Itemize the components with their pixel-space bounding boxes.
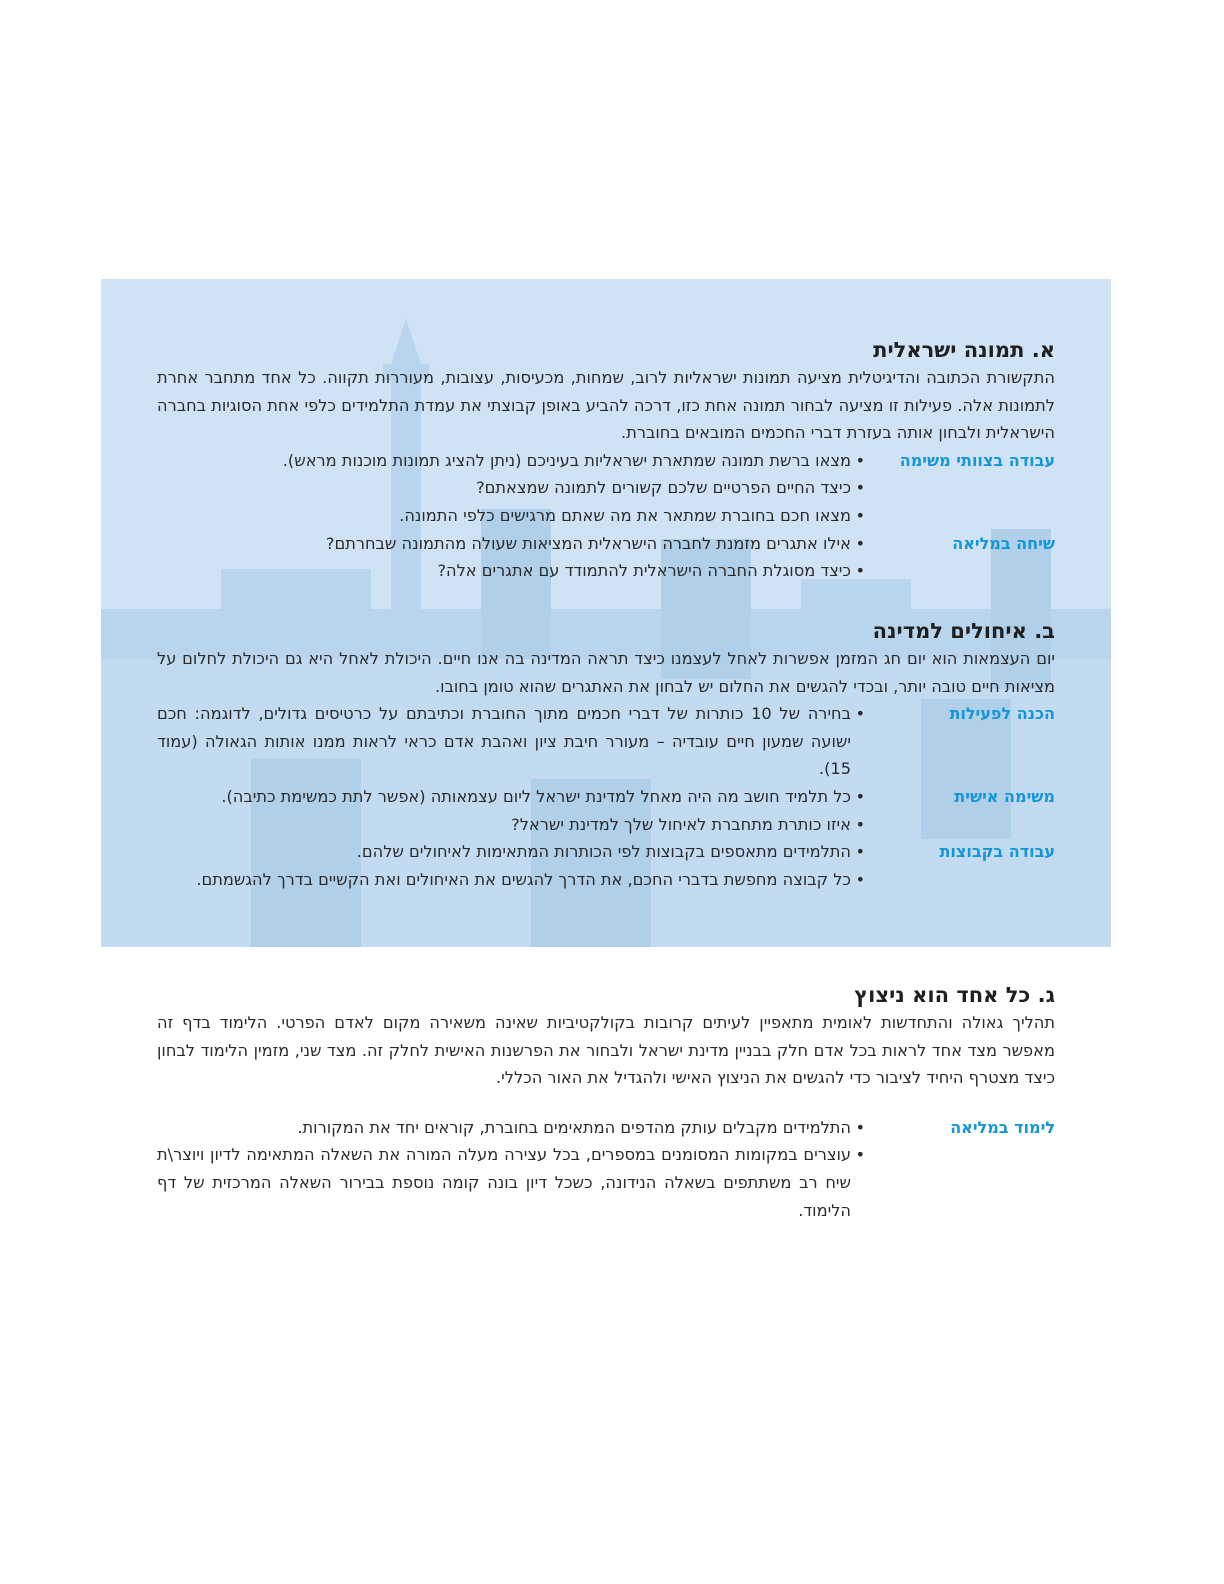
bullet-icon: • <box>855 786 865 806</box>
bullet-icon: • <box>855 561 865 581</box>
list-item: • כיצד מסוגלת החברה הישראלית להתמודד עם אתגרים אלה? <box>157 557 865 585</box>
list-item: • כל קבוצה מחפשת בדברי החכם, את הדרך להגשים את האיחולים ואת הקשיים בדרך להגשמתם. <box>157 866 865 894</box>
list-item: • עוצרים במקומות המסומנים במספרים, בכל עצירה מעלה המורה את השאלה המתאימה לדיון ויוצר\ת שיח רב משתתפים בשאלה הנידונה, כשכל דיון בונה קומה נוספת בבירור השאלה המרכזית של דף הלימוד. <box>157 1141 865 1224</box>
bullet-icon: • <box>855 533 865 553</box>
section-title: ב. איחולים למדינה <box>872 619 1055 643</box>
list-item: • איזו כותרת מתחברת לאיחול שלך למדינת ישראל? <box>157 811 865 839</box>
bullet-icon: • <box>855 704 865 724</box>
section-intro: תהליך גאולה והתחדשות לאומית מתאפיין לעיתים קרובות בקולקטיביות שאינה משאירה מקום לאדם הפרטי. הלימוד בדף זה מאפשר מצד אחד לראות בכל אדם חלק בבניין מדינת ישראל ולבחור את הפרשנות האישית לחלק זה. מצד שני, מזמין הלימוד לבחון כיצד מצטרף היחיד לציבור כדי להגשים את הניצוץ האישי ולהגדיל את האור הכללי. <box>157 1013 1055 1088</box>
activity-label: משימה אישית <box>954 786 1055 806</box>
list-item: • התלמידים מקבלים עותק מהדפים המתאימים בחוברת, קוראים יחד את המקורות. <box>157 1114 865 1142</box>
bullet-list <box>157 838 865 893</box>
activity-group <box>157 700 1055 783</box>
activity-group <box>157 447 1055 530</box>
activity-group <box>157 1114 1055 1224</box>
activity-label: שיחה במליאה <box>952 533 1055 553</box>
activity-label: לימוד במליאה <box>950 1117 1055 1137</box>
section-intro: יום העצמאות הוא יום חג המזמן אפשרות לאחל לעצמנו כיצד תראה המדינה בה אנו חיים. היכולת לאחל היא גם היכולת לחלום על מציאות חיים טובה יותר, ובכדי להגשים את החלום יש לבחון את האתגרים שהוא טומן בחובו. <box>157 649 1055 696</box>
section-everyone-a-spark <box>157 981 1055 1224</box>
bullet-icon: • <box>855 1145 865 1165</box>
section-intro: התקשורת הכתובה והדיגיטלית מציעה תמונות ישראליות לרוב, שמחות, מכעיסות, עצובות, מעוררות תקווה. כל אחד מתחבר אחרת לתמונות אלה. פעילות זו מציעה לבחור תמונה אחת כזו, דרכה להביע באופן קבוצתי את עמדת התלמידים כלפי אחת הסוגיות בחברה הישראלית ולבחון אותה בעזרת דברי החכמים המובאים בחוברת. <box>157 368 1055 443</box>
bullet-list <box>157 700 865 783</box>
list-item: • התלמידים מתאספים בקבוצות לפי הכותרות המתאימות לאיחולים שלהם. <box>157 838 865 866</box>
activity-label: עבודה בקבוצות <box>939 842 1055 862</box>
activity-label: הכנה לפעילות <box>949 704 1055 724</box>
section-title: א. תמונה ישראלית <box>873 338 1055 362</box>
bullet-icon: • <box>855 478 865 498</box>
section-israeli-picture <box>157 336 1055 585</box>
activity-group <box>157 530 1055 585</box>
list-item: • אילו אתגרים מזמנת לחברה הישראלית המציאות שעולה מהתמונה שבחרתם? <box>157 530 865 558</box>
bullet-icon: • <box>855 505 865 525</box>
list-item: • כל תלמיד חושב מה היה מאחל למדינת ישראל ליום עצמאותה (אפשר לתת כמשימת כתיבה). <box>157 783 865 811</box>
bullet-list <box>157 783 865 838</box>
bullet-icon: • <box>855 814 865 834</box>
activity-label: עבודה בצוותי משימה <box>899 450 1055 470</box>
bullet-icon: • <box>855 869 865 889</box>
activity-group <box>157 838 1055 893</box>
bullet-list <box>157 447 865 530</box>
list-item: • בחירה של 10 כותרות של דברי חכמים מתוך החוברת וכתיבתם על כרטיסים גדולים, לדוגמה: חכם ישועה שמעון חיים עובדיה – מעורר חיבת ציון ואהבת אדם כראי לראות ממנו אותות הגאולה (עמוד 15). <box>157 700 865 783</box>
list-item: • מצאו חכם בחוברת שמתאר את מה שאתם מרגישים כלפי התמונה. <box>157 502 865 530</box>
activity-group <box>157 783 1055 838</box>
bullet-icon: • <box>855 450 865 470</box>
bullet-list <box>157 530 865 585</box>
list-item: • כיצד החיים הפרטיים שלכם קשורים לתמונה שמצאתם? <box>157 474 865 502</box>
section-title: ג. כל אחד הוא ניצוץ <box>854 983 1055 1007</box>
bullet-list <box>157 1114 865 1224</box>
bullet-icon: • <box>855 1117 865 1137</box>
list-item: • מצאו ברשת תמונה שמתארת ישראליות בעיניכם (ניתן להציג תמונות מוכנות מראש). <box>157 447 865 475</box>
bullet-icon: • <box>855 842 865 862</box>
section-wishes-for-state <box>157 617 1055 893</box>
